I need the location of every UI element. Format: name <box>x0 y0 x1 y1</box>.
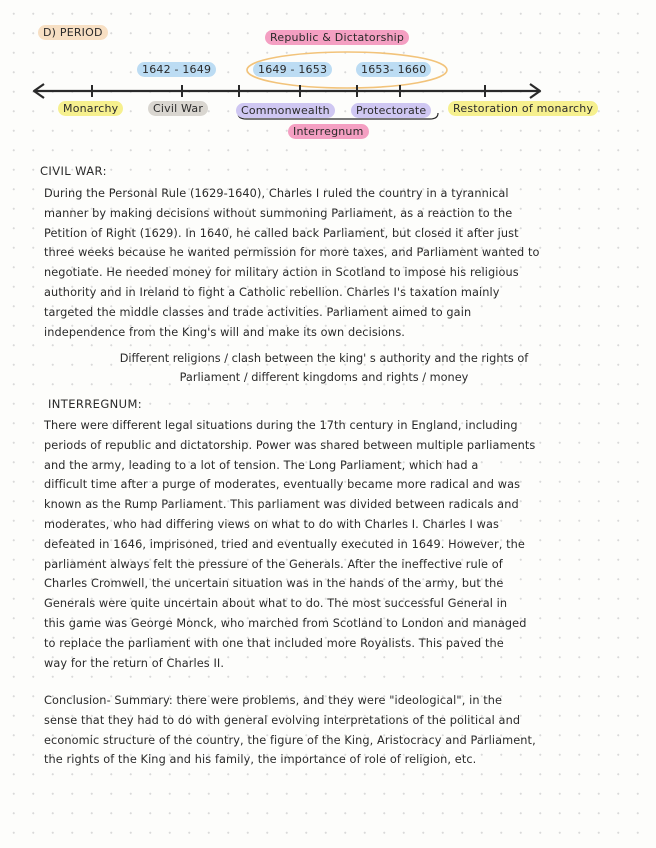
civil-war-heading: CIVIL WAR: <box>40 164 107 178</box>
timeline-date-1: 1642 - 1649 <box>137 62 216 77</box>
conclusion-paragraph <box>44 691 624 770</box>
civil-war-paragraph <box>44 184 624 342</box>
paragraph-line: Conclusion- Summary: there were problems, and they were "ideological", in the <box>44 694 503 707</box>
paragraph-line: to replace the parliament with one that included more Royalists. This paved the <box>44 636 504 650</box>
paragraph-line: the rights of the King and his family, the importance of role of religion, etc. <box>44 753 477 767</box>
paragraph-line: manner by making decisions without summoning Parliament, as a reaction to the <box>44 206 513 220</box>
paragraph-line: known as the Rump Parliament. This parliament was divided between radicals and <box>44 498 519 512</box>
paragraph-line: and the army, leading to a lot of tension. The Long Parliament, which had a <box>44 458 479 472</box>
timeline-period-commonwealth: Commonwealth <box>236 103 335 118</box>
timeline-period-monarchy: Monarchy <box>58 101 123 116</box>
paragraph-line: periods of republic and dictatorship. Power was shared between multiple parliaments <box>44 438 536 452</box>
paragraph-line: There were different legal situations during the 17th century in England, including <box>44 419 518 432</box>
timeline-bottom-label: Interregnum <box>288 124 369 139</box>
paragraph-line: moderates, who had differing views on what to do with Charles I. Charles I was <box>44 517 500 531</box>
paragraph-line: this game was George Monck, who marched from Scotland to London and managed <box>44 616 527 630</box>
paragraph-line: independence from the King's will and make its own decisions. <box>44 325 405 339</box>
timeline-top-label: Republic & Dictatorship <box>265 30 409 45</box>
paragraph-line: defeated in 1646, imprisoned, tried and eventually executed in 1649. However, the <box>44 537 525 551</box>
paragraph-line: economic structure of the country, the figure of the King, Aristocracy and Parliament, <box>44 733 536 747</box>
interregnum-paragraph <box>44 416 624 673</box>
paragraph-line: targeted the middle classes and trade activities. Parliament aimed to gain <box>44 305 472 319</box>
timeline-period-civil-war: Civil War <box>148 101 208 116</box>
paragraph-line: parliament always felt the pressure of the Generals. After the ineffective rule of <box>44 557 503 571</box>
timeline-period-protectorate: Protectorate <box>351 103 431 118</box>
timeline-date-2: 1649 - 1653 <box>253 62 332 77</box>
interregnum-heading: INTERREGNUM: <box>48 397 143 411</box>
paragraph-line: sense that they had to do with general evolving interpretations of the political and <box>44 713 521 727</box>
paragraph-line: During the Personal Rule (1629-1640), Charles I ruled the country in a tyrannical <box>44 187 509 200</box>
paragraph-line: three weeks because he wanted permission for more taxes, and Parliament wanted to <box>44 246 540 260</box>
civil-war-keywords <box>44 350 604 387</box>
paragraph-line: Charles Cromwell, the uncertain situation was in the hands of the army, but the <box>44 577 504 591</box>
section-label: D) PERIOD <box>38 25 108 40</box>
paragraph-line: negotiate. He needed money for military action in Scotland to impose his religious <box>44 266 519 280</box>
timeline-period-restoration: Restoration of monarchy <box>448 101 598 116</box>
paragraph-line: Petition of Right (1629). In 1640, he called back Parliament, but closed it after just <box>44 226 519 240</box>
keywords-line: Different religions / clash between the king' s authority and the rights of <box>119 352 529 365</box>
keywords-line: Parliament / different kingdoms and rights / money <box>179 370 469 384</box>
timeline-date-3: 1653- 1660 <box>356 62 431 77</box>
paragraph-line: Generals were quite uncertain about what to do. The most successful General in <box>44 597 508 611</box>
paragraph-line: difficult time after a purge of moderates, eventually became more radical and was <box>44 478 521 492</box>
paragraph-line: way for the return of Charles II. <box>44 656 225 670</box>
paragraph-line: authority and in Ireland to fight a Catholic rebellion. Charles I's taxation mainly <box>44 285 500 299</box>
